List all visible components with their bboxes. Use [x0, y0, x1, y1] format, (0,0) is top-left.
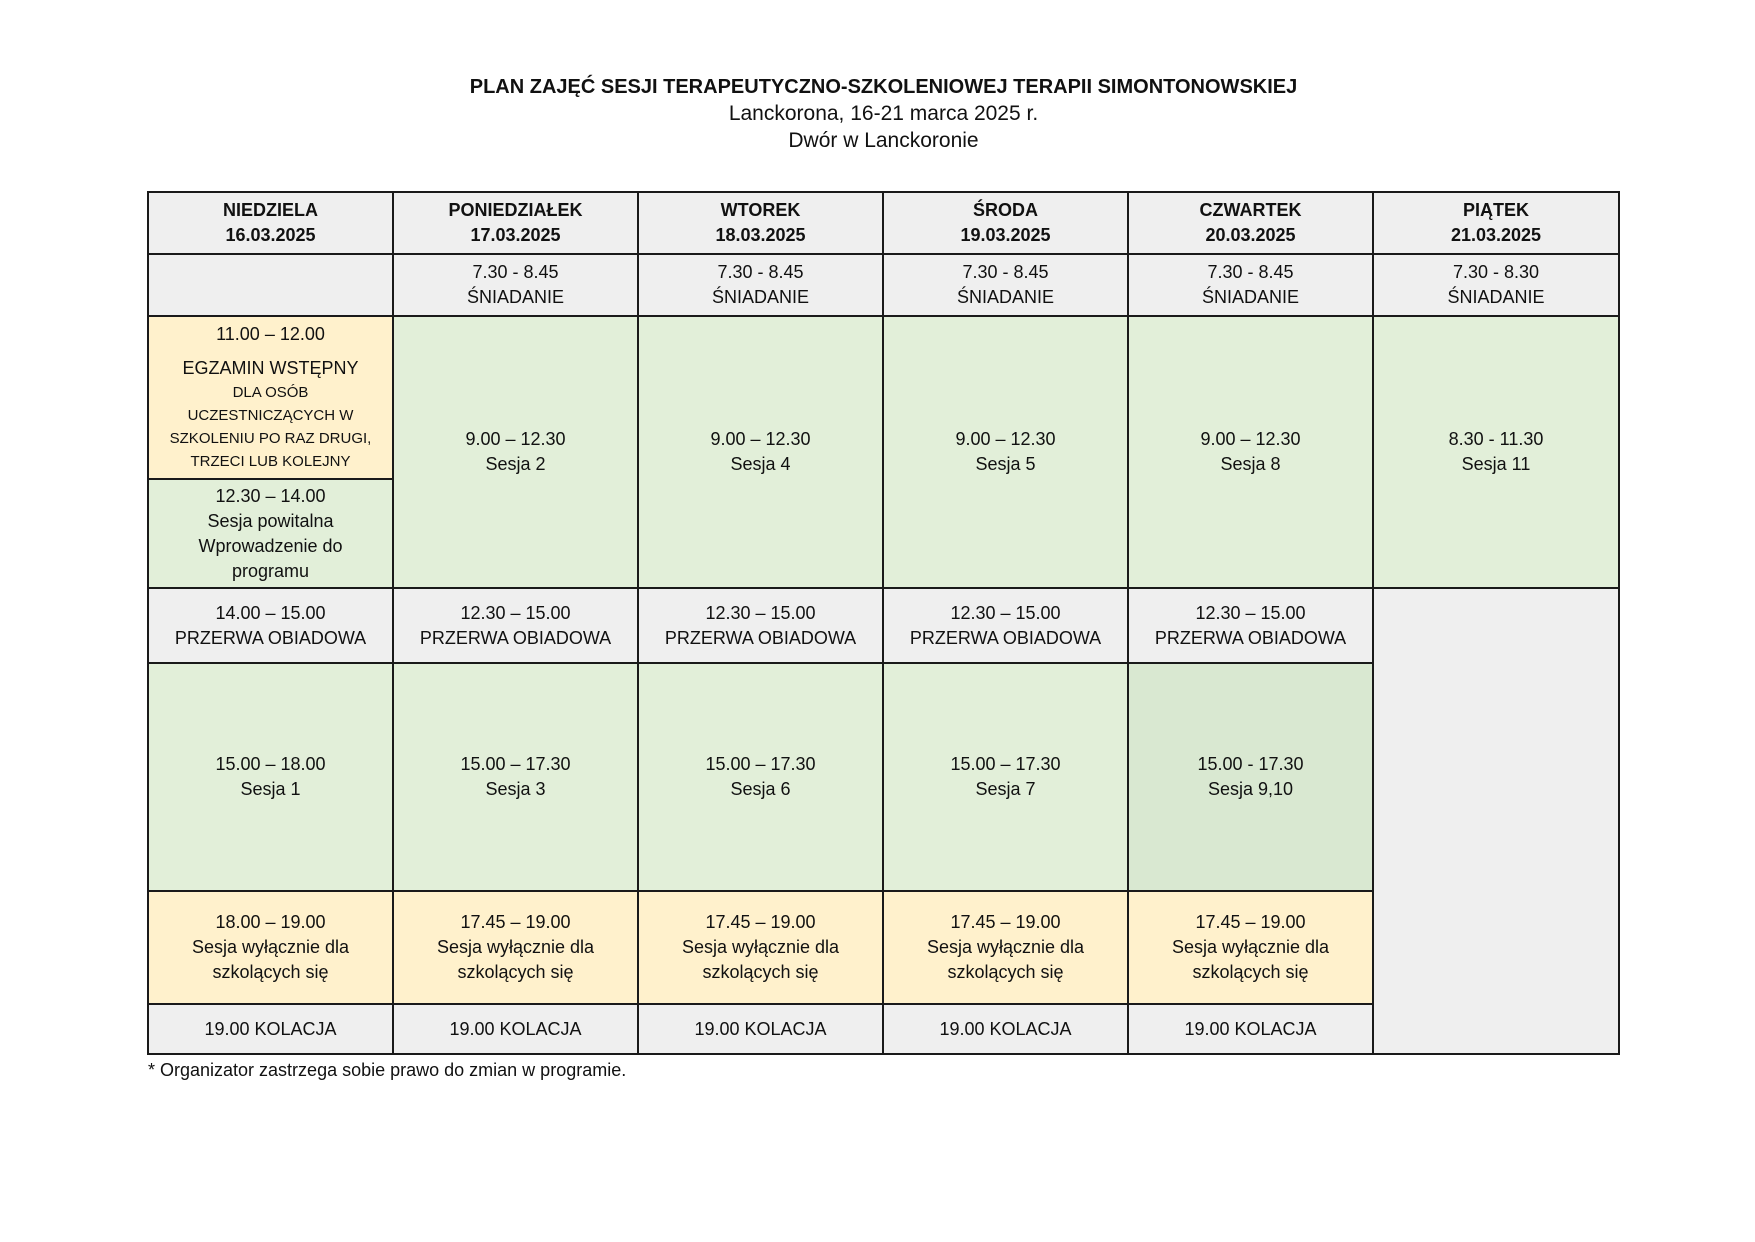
dinner-cell: 19.00 KOLACJA — [883, 1004, 1128, 1054]
morning-session-cell: 9.00 – 12.30 Sesja 4 — [638, 316, 883, 588]
entrance-exam-cell: 11.00 – 12.00 EGZAMIN WSTĘPNY DLA OSÓB UCZESTNICZĄCYCH W SZKOLENIU PO RAZ DRUGI, TRZECI LUB KOLEJNY — [148, 316, 393, 479]
footnote: * Organizator zastrzega sobie prawo do zmian w programie. — [148, 1060, 627, 1080]
venue: Dwór w Lanckoronie — [788, 129, 979, 152]
morning-session-cell: 8.30 - 11.30 Sesja 11 — [1373, 316, 1619, 588]
document-header — [0, 74, 1755, 154]
lunch-cell: 14.00 – 15.00 PRZERWA OBIADOWA — [148, 588, 393, 663]
morning-session-cell: 9.00 – 12.30 Sesja 8 — [1128, 316, 1373, 588]
lunch-cell: 12.30 – 15.00 PRZERWA OBIADOWA — [393, 588, 638, 663]
breakfast-cell: 7.30 - 8.45 ŚNIADANIE — [393, 254, 638, 316]
schedule-table — [147, 191, 1620, 1055]
afternoon-session-cell: 15.00 – 17.30 Sesja 3 — [393, 663, 638, 891]
day-header-sunday: NIEDZIELA 16.03.2025 — [148, 192, 393, 254]
evening-session-cell: 17.45 – 19.00 Sesja wyłącznie dla szkolących się — [393, 891, 638, 1004]
day-header-thursday: CZWARTEK 20.03.2025 — [1128, 192, 1373, 254]
lunch-cell: 12.30 – 15.00 PRZERWA OBIADOWA — [883, 588, 1128, 663]
dinner-cell: 19.00 KOLACJA — [638, 1004, 883, 1054]
location-date: Lanckorona, 16-21 marca 2025 r. — [728, 102, 1039, 125]
day-header-tuesday: WTOREK 18.03.2025 — [638, 192, 883, 254]
afternoon-session-cell: 15.00 – 18.00 Sesja 1 — [148, 663, 393, 891]
day-header-row — [148, 192, 1619, 254]
evening-session-cell: 17.45 – 19.00 Sesja wyłącznie dla szkolących się — [883, 891, 1128, 1004]
lunch-row — [148, 588, 1619, 663]
dinner-cell: 19.00 KOLACJA — [393, 1004, 638, 1054]
day-header-monday: PONIEDZIAŁEK 17.03.2025 — [393, 192, 638, 254]
breakfast-cell: 7.30 - 8.45 ŚNIADANIE — [1128, 254, 1373, 316]
dinner-cell: 19.00 KOLACJA — [1128, 1004, 1373, 1054]
morning-session-cell: 9.00 – 12.30 Sesja 2 — [393, 316, 638, 588]
day-header-friday: PIĄTEK 21.03.2025 — [1373, 192, 1619, 254]
day-header-wednesday: ŚRODA 19.03.2025 — [883, 192, 1128, 254]
breakfast-cell: 7.30 - 8.45 ŚNIADANIE — [638, 254, 883, 316]
lunch-cell: 12.30 – 15.00 PRZERWA OBIADOWA — [1128, 588, 1373, 663]
page-title: PLAN ZAJĘĆ SESJI TERAPEUTYCZNO-SZKOLENIOWEJ TERAPII SIMONTONOWSKIEJ — [469, 76, 1298, 98]
dinner-cell: 19.00 KOLACJA — [148, 1004, 393, 1054]
afternoon-session-cell: 15.00 – 17.30 Sesja 6 — [638, 663, 883, 891]
friday-afternoon-empty-cell — [1373, 588, 1619, 1054]
lunch-cell: 12.30 – 15.00 PRZERWA OBIADOWA — [638, 588, 883, 663]
morning-session-cell: 9.00 – 12.30 Sesja 5 — [883, 316, 1128, 588]
welcome-session-cell: 12.30 – 14.00 Sesja powitalna Wprowadzenie do programu — [148, 479, 393, 588]
empty-cell — [148, 254, 393, 316]
evening-session-cell: 17.45 – 19.00 Sesja wyłącznie dla szkolących się — [1128, 891, 1373, 1004]
breakfast-cell: 7.30 - 8.30 ŚNIADANIE — [1373, 254, 1619, 316]
afternoon-session-cell: 15.00 - 17.30 Sesja 9,10 — [1128, 663, 1373, 891]
afternoon-session-cell: 15.00 – 17.30 Sesja 7 — [883, 663, 1128, 891]
evening-session-cell: 18.00 – 19.00 Sesja wyłącznie dla szkolących się — [148, 891, 393, 1004]
evening-session-cell: 17.45 – 19.00 Sesja wyłącznie dla szkolących się — [638, 891, 883, 1004]
breakfast-cell: 7.30 - 8.45 ŚNIADANIE — [883, 254, 1128, 316]
breakfast-row — [148, 254, 1619, 316]
morning-row — [148, 316, 1619, 479]
